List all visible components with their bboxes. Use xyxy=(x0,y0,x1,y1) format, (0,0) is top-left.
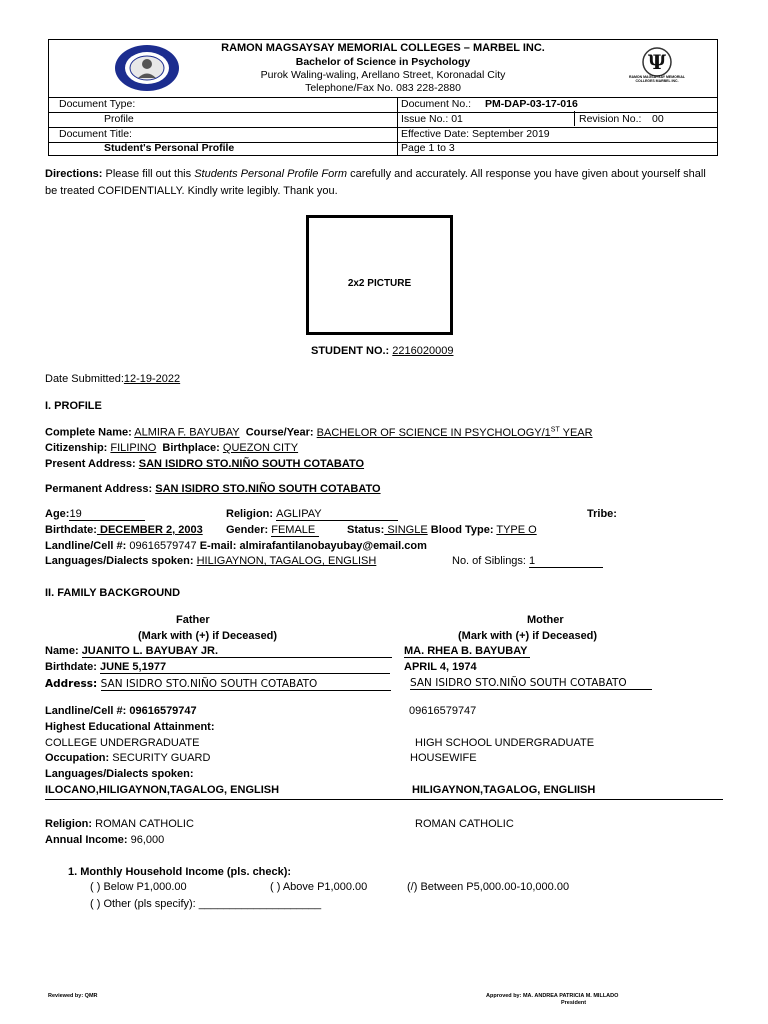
course-year-value: BACHELOR OF SCIENCE IN PSYCHOLOGY/1ST YEAR xyxy=(316,426,593,439)
father-occupation-field: Occupation: SECURITY GUARD xyxy=(45,752,211,764)
education-label: Highest Educational Attainment: xyxy=(45,721,215,733)
institution-telephone: Telephone/Fax No. 083 228-2880 xyxy=(305,82,461,94)
father-languages-value: ILOCANO,HILIGAYNON,TAGALOG, ENGLISH xyxy=(45,784,280,796)
page-count: Page 1 to 3 xyxy=(401,142,455,154)
mother-name-value: MA. RHEA B. BAYUBAY xyxy=(404,645,530,658)
citizenship-value: FILIPINO xyxy=(110,442,157,454)
date-submitted: Date Submitted:12-19-2022 xyxy=(45,373,181,385)
svg-text:Ψ: Ψ xyxy=(647,50,667,74)
document-no-value: PM-DAP-03-17-016 xyxy=(485,98,578,110)
mother-address-field xyxy=(410,677,652,690)
father-address-value: SAN ISIDRO STO.NIÑO SOUTH COTABATO xyxy=(101,678,391,691)
income-option-below: ( ) Below P1,000.00 xyxy=(90,881,187,893)
permanent-address-value: SAN ISIDRO STO.NIÑO SOUTH COTABATO xyxy=(155,483,381,495)
document-no-label: Document No.: xyxy=(401,98,472,110)
family-languages-label: Languages/Dialects spoken: xyxy=(45,768,194,780)
religion-value: AGLIPAY xyxy=(276,508,398,521)
birthdate-field: Birthdate: DECEMBER 2, 2003 xyxy=(45,524,203,536)
revision-no-label: Revision No.: xyxy=(579,113,642,125)
family-section-divider xyxy=(45,799,723,800)
profile-citizenship-line: Citizenship: FILIPINO Birthplace: QUEZON CITY xyxy=(45,442,299,454)
status-bloodtype-field: Status: SINGLE Blood Type: TYPE O xyxy=(347,524,537,536)
father-religion-value: ROMAN CATHOLIC xyxy=(95,818,194,830)
student-number-value: 2216020009 xyxy=(392,345,454,357)
bloodtype-value: TYPE O xyxy=(496,524,537,536)
directions-line-2: be treated COFIDENTIALLY. Kindly write legibly. Thank you. xyxy=(45,185,338,197)
header-row-2 xyxy=(49,112,717,128)
gender-value: FEMALE xyxy=(271,524,319,537)
mother-birthdate-field xyxy=(404,661,477,673)
directions-label: Directions: xyxy=(45,168,103,180)
landline-email-line: Landline/Cell #: 09616579747 E-mail: almirafantilanobayubay@email.com xyxy=(45,540,427,552)
household-income-heading: 1. Monthly Household Income (pls. check): xyxy=(68,866,292,878)
approved-by: Approved by: MA. ANDREA PATRICIA M. MILLADO xyxy=(486,993,619,999)
complete-name-value: ALMIRA F. BAYUBAY xyxy=(134,426,240,439)
profile-name-course-line: Complete Name: ALMIRA F. BAYUBAY Course/Year: BACHELOR OF SCIENCE IN PSYCHOLOGY/1ST YEAR xyxy=(45,426,593,439)
annual-income-field: Annual Income: 96,000 xyxy=(45,834,165,846)
father-education-value: COLLEGE UNDERGRADUATE xyxy=(45,737,200,749)
profile-heading: I. PROFILE xyxy=(45,400,102,412)
document-type-value: Profile xyxy=(104,113,134,125)
document-title-label: Document Title: xyxy=(59,128,132,140)
header-row-1 xyxy=(49,97,717,113)
right-logo-caption: RAMON MAGSAYSAY MEMORIAL COLLEGES MARBEL INC. xyxy=(628,75,686,83)
age-value: 19 xyxy=(69,508,145,521)
date-submitted-value: 12-19-2022 xyxy=(123,373,181,385)
languages-line: Languages/Dialects spoken: HILIGAYNON, TAGALOG, ENGLISH xyxy=(45,555,377,567)
issue-no: Issue No.: 01 xyxy=(401,113,463,125)
father-address-field: Address: SAN ISIDRO STO.NIÑO SOUTH COTABATO xyxy=(45,677,391,691)
father-birthdate-value: JUNE 5,1977 xyxy=(100,661,390,674)
tribe-label: Tribe: xyxy=(587,508,617,520)
mother-education-value: HIGH SCHOOL UNDERGRADUATE xyxy=(415,737,595,749)
profile-present-address-line: Present Address: SAN ISIDRO STO.NIÑO SOUTH COTABATO xyxy=(45,458,365,470)
effective-date: Effective Date: September 2019 xyxy=(401,128,550,140)
mother-address-value: SAN ISIDRO STO.NIÑO SOUTH COTABATO xyxy=(410,677,652,690)
photo-placeholder-box xyxy=(306,215,453,335)
income-option-above: ( ) Above P1,000.00 xyxy=(270,881,368,893)
email-value: almirafantilanobayubay@email.com xyxy=(239,540,427,552)
siblings-value: 1 xyxy=(529,555,603,568)
mother-religion-value: ROMAN CATHOLIC xyxy=(415,818,514,830)
institution-name: RAMON MAGSAYSAY MEMORIAL COLLEGES – MARBEL INC. xyxy=(221,42,545,54)
program-name: Bachelor of Science in Psychology xyxy=(295,56,471,68)
mother-column-label: Mother xyxy=(527,614,564,626)
reviewed-by: Reviewed by: QMR xyxy=(48,993,98,999)
father-landline-field: Landline/Cell #: 09616579747 xyxy=(45,705,197,717)
document-title-value: Student's Personal Profile xyxy=(104,142,235,154)
document-type-label: Document Type: xyxy=(59,98,136,110)
income-option-other: ( ) Other (pls specify): ____________________ xyxy=(90,898,322,910)
psychology-psi-logo xyxy=(627,45,687,93)
student-number: STUDENT NO.: 2216020009 xyxy=(311,345,454,357)
document-header-table xyxy=(48,39,718,156)
age-field: Age:19 xyxy=(45,508,145,521)
father-name-value: JUANITO L. BAYUBAY JR. xyxy=(82,645,392,658)
photo-placeholder-label: 2x2 PICTURE xyxy=(347,278,412,289)
mother-occupation-value: HOUSEWIFE xyxy=(410,752,477,764)
father-landline-value: 09616579747 xyxy=(129,705,197,717)
annual-income-value: 96,000 xyxy=(130,834,165,846)
directions-line-1: Directions: Please fill out this Students Personal Profile Form carefully and accurately. All response you have given about yourself shall xyxy=(45,168,706,180)
mother-name-field xyxy=(404,645,530,658)
father-religion-field: Religion: ROMAN CATHOLIC xyxy=(45,818,194,830)
profile-permanent-address-line: Permanent Address: SAN ISIDRO STO.NIÑO SOUTH COTABATO xyxy=(45,483,381,495)
mother-deceased-note: (Mark with (+) if Deceased) xyxy=(458,630,598,642)
father-birthdate-field: Birthdate: JUNE 5,1977 xyxy=(45,661,390,674)
father-name-field: Name: JUANITO L. BAYUBAY JR. xyxy=(45,645,392,658)
institution-address: Purok Waling-waling, Arellano Street, Koronadal City xyxy=(260,69,506,81)
mother-languages-value: HILIGAYNON,TAGALOG, ENGLIISH xyxy=(412,784,596,796)
religion-field: Religion: AGLIPAY xyxy=(226,508,398,521)
birthplace-value: QUEZON CITY xyxy=(222,442,299,454)
mother-birthdate-value: APRIL 4, 1974 xyxy=(404,661,477,673)
landline-value: 09616579747 xyxy=(129,540,197,552)
approver-title: President xyxy=(561,1000,587,1006)
income-option-between: (/) Between P5,000.00-10,000.00 xyxy=(407,881,570,893)
birthdate-value: DECEMBER 2, 2003 xyxy=(96,524,203,536)
father-deceased-note: (Mark with (+) if Deceased) xyxy=(138,630,278,642)
mother-landline-value: 09616579747 xyxy=(409,705,477,717)
family-heading: II. FAMILY BACKGROUND xyxy=(45,587,181,599)
present-address-value: SAN ISIDRO STO.NIÑO SOUTH COTABATO xyxy=(138,458,365,470)
languages-value: HILIGAYNON, TAGALOG, ENGLISH xyxy=(196,555,377,567)
father-column-label: Father xyxy=(176,614,210,626)
father-occupation-value: SECURITY GUARD xyxy=(112,752,211,764)
gender-field: Gender: FEMALE xyxy=(226,524,319,537)
header-row-4 xyxy=(49,141,717,156)
header-institution-block xyxy=(49,40,717,98)
siblings-field: No. of Siblings: 1 xyxy=(452,555,603,568)
status-value: SINGLE xyxy=(384,524,428,536)
revision-no-value: 00 xyxy=(652,113,664,125)
